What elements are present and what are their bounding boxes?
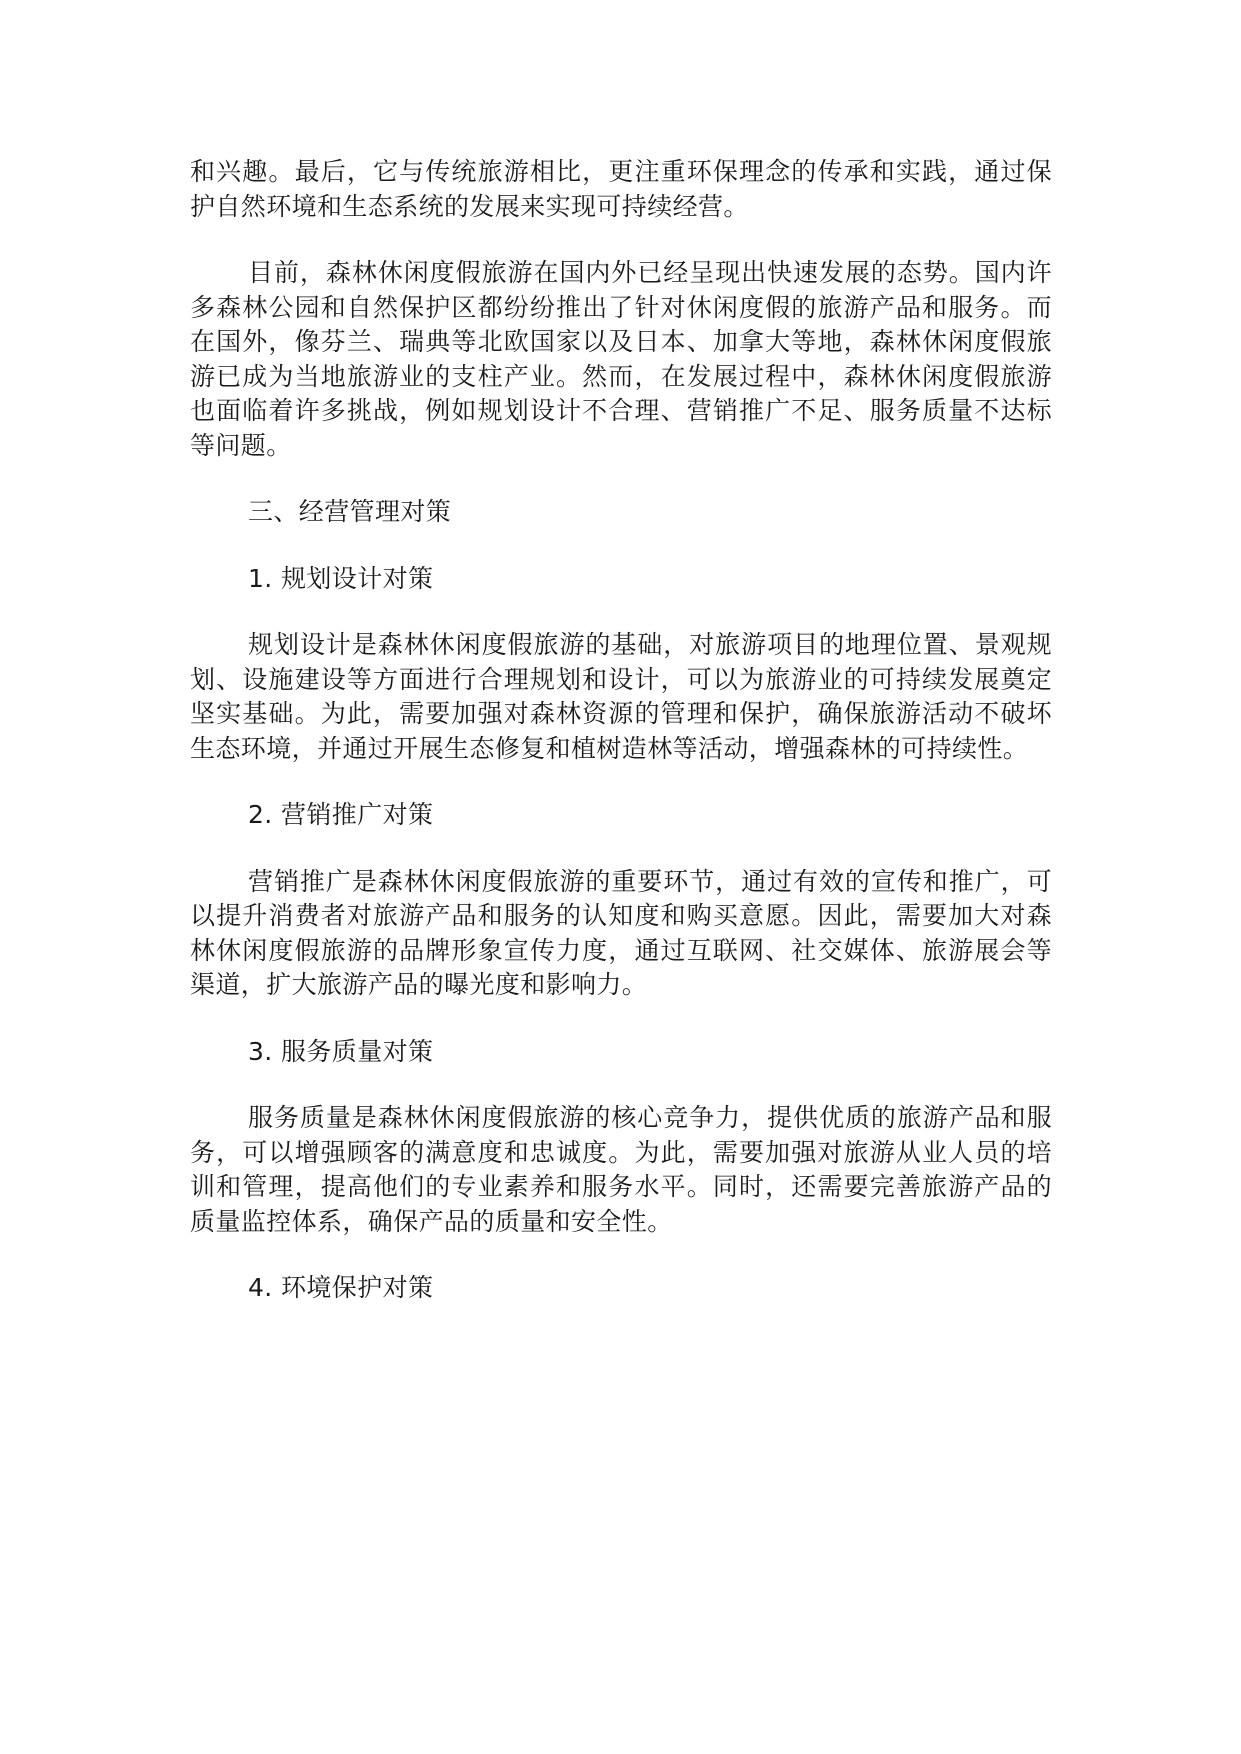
document-body xyxy=(190,155,1052,1338)
section-heading-3: 三、经营管理对策 xyxy=(248,497,452,526)
subheading-environment: 4. 环境保护对策 xyxy=(248,1273,434,1302)
paragraph-service-quality: 服务质量是森林休闲度假旅游的核心竞争力，提供优质的旅游产品和服务，可以增强顾客的满意度和忠诚度。为此，需要加强对旅游从业人员的培训和管理，提高他们的专业素养和服务水平。同时，还需要完善旅游产品的质量监控体系，确保产品的质量和安全性。 xyxy=(190,1103,1052,1236)
paragraph-continuation: 和兴趣。最后，它与传统旅游相比，更注重环保理念的传承和实践，通过保护自然环境和生态系统的发展来实现可持续经营。 xyxy=(190,157,1052,221)
paragraph-planning: 规划设计是森林休闲度假旅游的基础，对旅游项目的地理位置、景观规划、设施建设等方面进行合理规划和设计，可以为旅游业的可持续发展奠定坚实基础。为此，需要加强对森林资源的管理和保护，确保旅游活动不破坏生态环境，并通过开展生态修复和植树造林等活动，增强森林的可持续性。 xyxy=(190,630,1052,763)
subheading-marketing: 2. 营销推广对策 xyxy=(248,800,434,829)
paragraph-marketing: 营销推广是森林休闲度假旅游的重要环节，通过有效的宣传和推广，可以提升消费者对旅游产品和服务的认知度和购买意愿。因此，需要加大对森林休闲度假旅游的品牌形象宣传力度，通过互联网、社交媒体、旅游展会等渠道，扩大旅游产品的曝光度和影响力。 xyxy=(190,866,1052,999)
paragraph-current-status: 目前，森林休闲度假旅游在国内外已经呈现出快速发展的态势。国内许多森林公园和自然保护区都纷纷推出了针对休闲度假的旅游产品和服务。而在国外，像芬兰、瑞典等北欧国家以及日本、加拿大等地，森林休闲度假旅游已成为当地旅游业的支柱产业。然而，在发展过程中，森林休闲度假旅游也面临着许多挑战，例如规划设计不合理、营销推广不足、服务质量不达标等问题。 xyxy=(190,258,1052,460)
subheading-planning: 1. 规划设计对策 xyxy=(248,563,434,593)
subheading-service-quality: 3. 服务质量对策 xyxy=(248,1036,434,1066)
